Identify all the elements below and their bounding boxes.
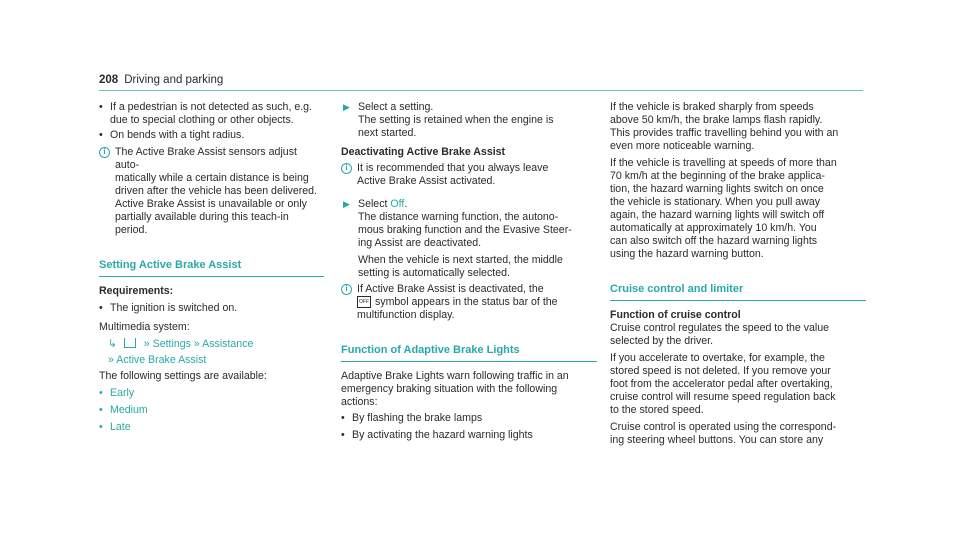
column-3 xyxy=(610,101,866,447)
list-item: • The ignition is switched on. xyxy=(99,302,324,315)
step-select-setting: ▶ Select a setting. The setting is retained when the engine is next started. xyxy=(343,101,554,139)
chevron-icon: » xyxy=(193,338,200,350)
off-option[interactable]: Off xyxy=(390,198,405,210)
chevron-icon: » xyxy=(108,354,114,366)
info-note: i If Active Brake Assist is deactivated, the OFF symbol appears in the status bar of the multifunction display. xyxy=(341,283,597,322)
return-arrow-icon: ↳ xyxy=(108,338,117,350)
path-assistance[interactable]: Assistance xyxy=(202,338,254,350)
list-item: • By flashing the brake lamps xyxy=(341,412,597,425)
chevron-icon: » xyxy=(143,338,150,350)
info-icon: i xyxy=(341,163,352,174)
menu-path-2 xyxy=(99,354,324,367)
paragraph: Cruise control is operated using the correspond- ing steering wheel buttons. You can store any xyxy=(610,421,837,446)
option-early[interactable]: • Early xyxy=(99,387,324,400)
step-arrow-icon: ▶ xyxy=(343,199,350,209)
menu-path xyxy=(99,337,324,351)
section-rule xyxy=(341,361,597,362)
option-late[interactable]: • Late xyxy=(99,421,324,434)
column-1 xyxy=(99,101,324,434)
home-icon xyxy=(124,338,136,348)
section-rule xyxy=(99,276,324,277)
deactivate-heading: Deactivating Active Brake Assist xyxy=(341,146,506,158)
page-header xyxy=(99,74,223,87)
info-note: i The Active Brake Assist sensors adjust auto- matically while a certain distance is being driven after the vehicle has been delivered. Active Brake Assist is unavailable or only partially available during this teach-in period. xyxy=(99,146,324,237)
chapter-title: Driving and parking xyxy=(124,74,224,86)
header-rule xyxy=(99,90,863,91)
paragraph: If you accelerate to overtake, for example, the stored speed is not deleted. If you remove your foot from the accelerator pedal after overtaking, cruise control will resume speed regulation back to the stored speed. xyxy=(610,352,836,416)
brake-assist-off-icon: OFF xyxy=(357,296,371,308)
multimedia-label: Multimedia system: xyxy=(99,321,190,333)
subheading: Function of cruise control xyxy=(610,309,741,321)
list-item: • On bends with a tight radius. xyxy=(99,129,324,142)
path-active-brake-assist[interactable]: Active Brake Assist xyxy=(116,354,207,366)
option-medium[interactable]: • Medium xyxy=(99,404,324,417)
paragraph: Adaptive Brake Lights warn following traffic in an emergency braking situation with the following actions: xyxy=(341,370,569,408)
requirements-heading: Requirements: xyxy=(99,285,174,297)
paragraph: If the vehicle is travelling at speeds of more than 70 km/h at the beginning of the brake applica- tion, the hazard warning lights switch on once the vehicle is stationary. When you pull away again, the hazard warning lights will switch off automatically at approximately 10 km/h. You can also switch off the hazard warning lights using the hazard warning button. xyxy=(610,157,837,260)
paragraph: Cruise control regulates the speed to the value selected by the driver. xyxy=(610,322,830,347)
column-2 xyxy=(341,101,597,442)
settings-intro: The following settings are available: xyxy=(99,370,267,382)
section-heading: Function of Adaptive Brake Lights xyxy=(341,344,520,356)
step-select-off: ▶ Select Off. The distance warning function, the autono- mous braking function and the Evasive Steer- ing Assist are deactivated. When the vehicle is next started, the middle setting is automatically selected. xyxy=(343,198,572,279)
path-settings[interactable]: Settings xyxy=(152,338,191,350)
page-number: 208 xyxy=(99,74,119,86)
list-item: • If a pedestrian is not detected as such, e.g. due to special clothing or other objects. xyxy=(99,101,324,127)
info-icon: i xyxy=(341,284,352,295)
info-note: i It is recommended that you always leave Active Brake Assist activated. xyxy=(341,162,597,188)
section-heading: Cruise control and limiter xyxy=(610,283,744,295)
info-icon: i xyxy=(99,147,110,158)
list-item: • By activating the hazard warning lights xyxy=(341,429,597,442)
paragraph: If the vehicle is braked sharply from speeds above 50 km/h, the brake lamps flash rapidly. This provides traffic travelling behind you with an even more noticeable warning. xyxy=(610,101,839,152)
section-heading: Setting Active Brake Assist xyxy=(99,259,242,271)
step-arrow-icon: ▶ xyxy=(343,102,350,112)
section-rule xyxy=(610,300,866,301)
